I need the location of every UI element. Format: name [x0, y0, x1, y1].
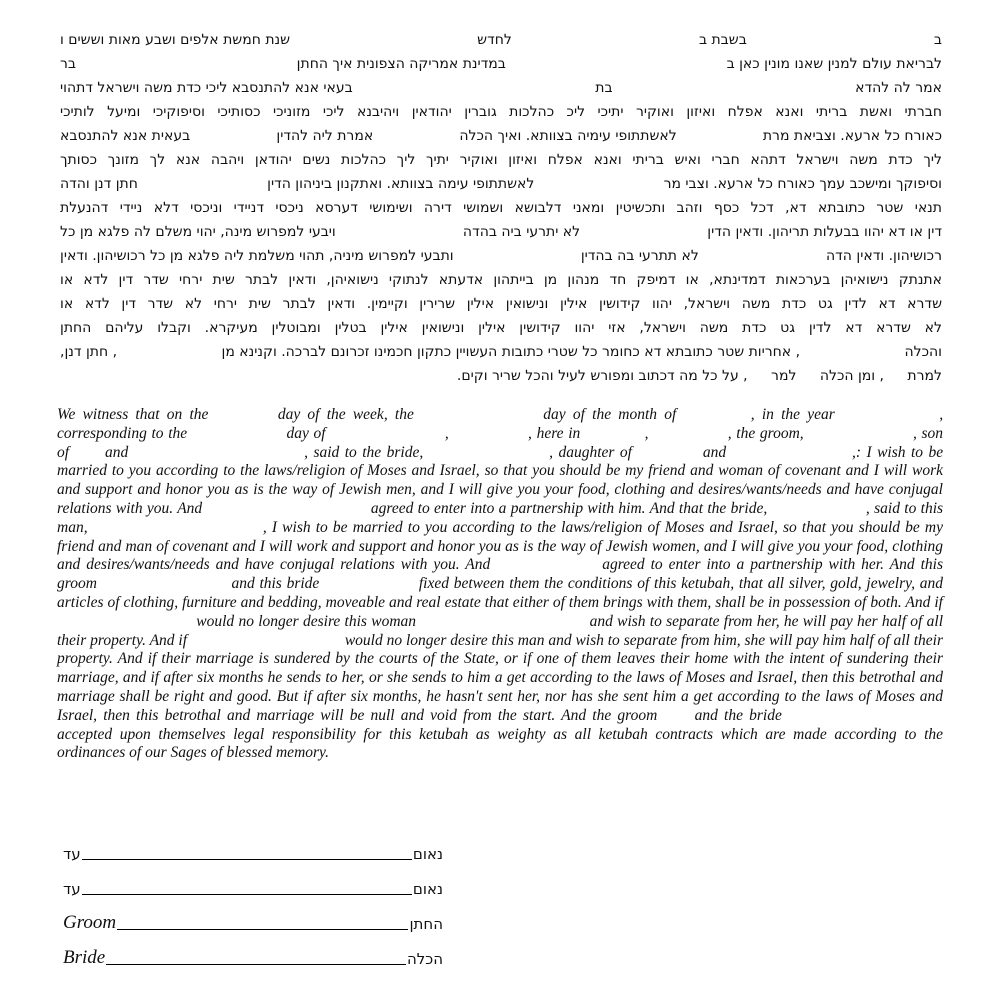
hebrew-line-10 — [60, 244, 942, 268]
english-text-segment: , here in — [528, 424, 581, 442]
signature-label-right-witness-1: נאום — [412, 845, 443, 863]
hebrew-text-segment: לאשתתופי עימיה בצוותא. ואיך הכלה — [459, 128, 677, 144]
hebrew-text-segment: לא יתרעי ביה בהדה — [462, 224, 581, 240]
hebrew-line-7 — [60, 172, 942, 196]
english-text-segment: would no longer desire this man and wish to separate from him, she will pay him half of all their property. And if their marriage is sundered by the courts of the State, or if one of them leaves their home with the intent of sundering their marriage, and if after six months he sends to her, or she sends to him a get according to the laws of Moses and Israel, then this betrothal and marriage shall be right and good. But if after six months, he hasn't sent her, nor has she sent him a get according to the laws of Moses and Israel, then this betrothal and marriage will be null and void from the start. And the groom — [57, 631, 944, 724]
hebrew-text-segment: ליך כדת משה וישראל דתהא חברי ואיש בריתי ואנא אפלח ואיזון ואוקיר יתיך ליך כהלכות נשים יהודאן ויהבה אנא לך מזונך כסותך — [60, 152, 942, 168]
english-text-segment: agreed to enter into a partnership with him. And that the bride, — [370, 499, 768, 517]
english-text-segment: , the groom, — [727, 424, 804, 442]
fill-in-blank-space — [75, 456, 100, 457]
hebrew-line-13 — [60, 316, 942, 340]
hebrew-text-segment: למרת — [907, 368, 942, 384]
signature-label-left-groom: Groom — [63, 912, 117, 933]
fill-in-blank-space — [93, 531, 258, 532]
fill-in-blank-space — [191, 644, 341, 645]
signature-label-right-bride: הכלה — [406, 950, 443, 968]
fill-in-blank-space — [496, 568, 596, 569]
english-text-segment: We witness that on the — [57, 406, 209, 423]
hebrew-text-segment: לא תתרעי בה בהדין — [580, 248, 699, 264]
fill-in-blank-space — [663, 719, 688, 720]
hebrew-text-segment: דין או דא יהוו בבעלות תריהון. ודאין הדין — [707, 224, 942, 240]
english-text-segment: , in the year — [750, 406, 835, 423]
english-text-segment: day of the month of — [543, 406, 677, 423]
fill-in-blank-space — [192, 437, 282, 438]
hebrew-text-segment: , ומן הכלה — [819, 368, 884, 384]
fill-in-blank-space — [421, 418, 536, 419]
hebrew-line-4 — [60, 100, 942, 124]
fill-in-blank-space — [207, 512, 367, 513]
hebrew-text-segment: אמרת ליה להדין — [276, 128, 374, 144]
hebrew-text-segment: והכלה — [904, 344, 942, 360]
hebrew-text-segment: לאשתתופי עימה בצוותא. ואתקנון ביניהון הדין — [267, 176, 535, 192]
fill-in-blank-space — [429, 456, 544, 457]
hebrew-line-2 — [60, 52, 942, 76]
hebrew-text-segment: ותבעי למפרוש מיניה, תהוי משלמת ליה פלגא מן כל רכושיהון. ודאין — [60, 248, 454, 264]
signature-label-right-witness-2: נאום — [412, 880, 443, 898]
fill-in-blank-space — [585, 437, 640, 438]
english-text-segment: , — [444, 424, 449, 442]
fill-in-blank-space — [842, 418, 932, 419]
signature-row-witness-1 — [63, 840, 443, 864]
fill-in-blank-space — [420, 625, 585, 626]
signature-label-left-witness-2: עד — [63, 880, 81, 898]
hebrew-text-segment: למר — [771, 368, 797, 384]
english-text-segment: fixed between them the conditions of this ketubah, that all silver, gold, jewelry, and articles of clothing, furniture and bedding, moveable and real estate that either of them brings with them, shall be in possession of both. And if — [57, 575, 944, 611]
hebrew-text-segment: ויבעי למפרוש מינה, יהוי משלם לה פלגא מן כל — [60, 224, 336, 240]
signature-label-right-groom: החתן — [409, 915, 443, 933]
english-text-segment: ,: I wish to be married to you according to the laws/religion of Moses and Israel, so that you should be my friend and woman of covenant and I will work and support and honor you as is the way of Jewish men, and I will give you your food, clothing and desires/wants/needs and have conjugal relations with you. And — [57, 443, 944, 517]
english-text-segment: and — [104, 443, 129, 461]
signature-section — [63, 840, 443, 980]
hebrew-line-12 — [60, 292, 942, 316]
fill-in-blank-space — [772, 512, 862, 513]
hebrew-line-5 — [60, 124, 942, 148]
fill-in-blank-space — [102, 587, 227, 588]
english-text-segment: agreed to enter into a partnership with her. And this groom — [57, 556, 943, 593]
hebrew-line-14 — [60, 340, 942, 364]
fill-in-blank-space — [637, 456, 697, 457]
hebrew-text-segment: וסיפוקך ומישכב עמך כאורח כל ארעא. וצבי מר — [663, 176, 942, 192]
hebrew-text-segment: לחדש — [477, 32, 512, 48]
english-text-segment: day of the week, the — [277, 406, 414, 423]
english-text-segment: , said to this man, — [57, 499, 944, 536]
signature-line — [82, 858, 412, 860]
hebrew-line-8 — [60, 196, 942, 220]
hebrew-text-segment: חתן דנן והדה — [60, 176, 138, 192]
hebrew-text-segment: אתנתק נישואיהן בערכאות דמדינתא, או דמיפק חד מנהון מן בייתהון אדעתא לנתוקי נישואיהן, ודאין לבתר שית ירחי שדר דין לדא או — [60, 272, 942, 288]
fill-in-blank-space — [808, 437, 908, 438]
signature-row-witness-2 — [63, 875, 443, 899]
hebrew-text-segment: , על כל מה דכתוב ומפורש לעיל והכל שריר וקים. — [456, 368, 748, 384]
hebrew-text-segment: לא שדרא דא לדין גט כדת משה וישראל, אזי יהוו קידושין אילין ונישואין אילין בטלין ומבוטלין מעיקרא. וקבלו עליהם החתן — [60, 320, 942, 336]
hebrew-text-segment: בר — [60, 56, 77, 72]
hebrew-text-segment: רכושיהון. ודאין הדה — [826, 248, 942, 264]
hebrew-line-6 — [60, 148, 942, 172]
fill-in-blank-space — [330, 437, 440, 438]
hebrew-text-segment: בשבת ב — [698, 32, 747, 48]
hebrew-text-segment: כאורח כל ארעא. וצביאת מרת — [762, 128, 942, 144]
english-text-segment: would no longer desire this woman — [196, 612, 417, 630]
hebrew-text-segment: בעאי אנא להתנסבא ליכי כדת משה וישראל דתהוי — [60, 80, 353, 96]
fill-in-blank-space — [216, 418, 271, 419]
english-text-segment: , corresponding to the — [57, 406, 944, 442]
english-text-segment: , son of — [57, 424, 944, 461]
hebrew-line-11 — [60, 268, 942, 292]
fill-in-blank-space — [134, 456, 299, 457]
fill-in-blank-space — [732, 456, 847, 457]
hebrew-text-segment: במדינת אמריקה הצפונית איך החתן — [296, 56, 506, 72]
hebrew-text-segment: שדרא דא לדין גט כדת משה וישראל, יהוו קידושין אילין ונישואין אילין שרירין וקיימין. ודאין לבתר שית ירחי לא שדר דין לדא או — [60, 296, 942, 312]
hebrew-line-9 — [60, 220, 942, 244]
signature-line — [82, 893, 412, 895]
hebrew-line-3 — [60, 76, 942, 100]
hebrew-text-segment: , אחריות שטר כתובתא דא כחומר כל שטרי כתובות העשויין כתקון חכמינו זכרונם לברכה. וקנינא מן — [221, 344, 801, 360]
signature-label-left-witness-1: עד — [63, 845, 81, 863]
hebrew-text-segment: לבריאת עולם למנין שאנו מונין כאן ב — [726, 56, 942, 72]
english-text-segment: and — [702, 443, 727, 461]
hebrew-text-segment: חברתי ואשת בריתי ואנא אפלח ואיזון ואוקיר יתיכי ליכ כהלכות גוברין יהודאין ויהיבנא ליכי מזוניכי כסותיכי וסיפוקיכי ומיעל לותיכי — [60, 104, 942, 120]
hebrew-line-15 — [457, 364, 942, 388]
hebrew-text-segment: בעאית אנא להתנסבא — [60, 128, 191, 144]
english-text-segment: , daughter of — [549, 443, 632, 461]
signature-line — [106, 963, 406, 965]
hebrew-section — [60, 28, 942, 388]
signature-line — [117, 928, 408, 930]
hebrew-text-segment: ב — [933, 32, 942, 48]
fill-in-blank-space — [684, 418, 744, 419]
english-text-segment: day of — [286, 424, 326, 442]
hebrew-text-segment: תנאי שטר כתובתא דא, דכל כסף וזהב ותכשיטין ומאני דלבושא ושמושי דירה ושימושי דערסא ניכסי דניידי וניכסי דלא ניידי דהנעלת — [60, 200, 942, 216]
english-text-segment: accepted upon themselves legal responsibility for this ketubah as weighty as all ketubah contracts which are made according to the ordinances of our Sages of blessed memory. — [57, 725, 943, 762]
fill-in-blank-space — [653, 437, 723, 438]
english-section — [57, 406, 943, 763]
hebrew-line-1 — [60, 28, 942, 52]
fill-in-blank-space — [788, 719, 943, 720]
hebrew-text-segment: שנת חמשת אלפים ושבע מאות וששים ו — [60, 32, 291, 48]
hebrew-text-segment: אמר לה להדא — [855, 80, 942, 96]
signature-row-bride — [63, 945, 443, 969]
english-text-segment: , — [644, 424, 649, 442]
signature-row-groom — [63, 910, 443, 934]
english-text-segment: and wish to separate from her, he will pay her half of all their property. And if — [57, 612, 943, 649]
english-text-segment: and this bride — [231, 575, 320, 593]
hebrew-text-segment: בת — [595, 80, 613, 96]
hebrew-text-segment: , חתן דנן, — [60, 344, 118, 360]
english-text-segment: , said to the bride, — [304, 443, 424, 461]
english-text-segment: and the bride — [694, 706, 782, 724]
fill-in-blank-space — [324, 587, 414, 588]
fill-in-blank-space — [453, 437, 523, 438]
fill-in-blank-space — [57, 625, 192, 626]
english-text-segment: , I wish to be married to you according to the laws/religion of Moses and Israel, so that you should be my friend and man of covenant and I will work and support and honor you as is the way of Jewish women, and I will give you your food, clothing and desires/wants/needs and have conjugal relations with you. And — [57, 518, 944, 574]
signature-label-left-bride: Bride — [63, 947, 106, 968]
